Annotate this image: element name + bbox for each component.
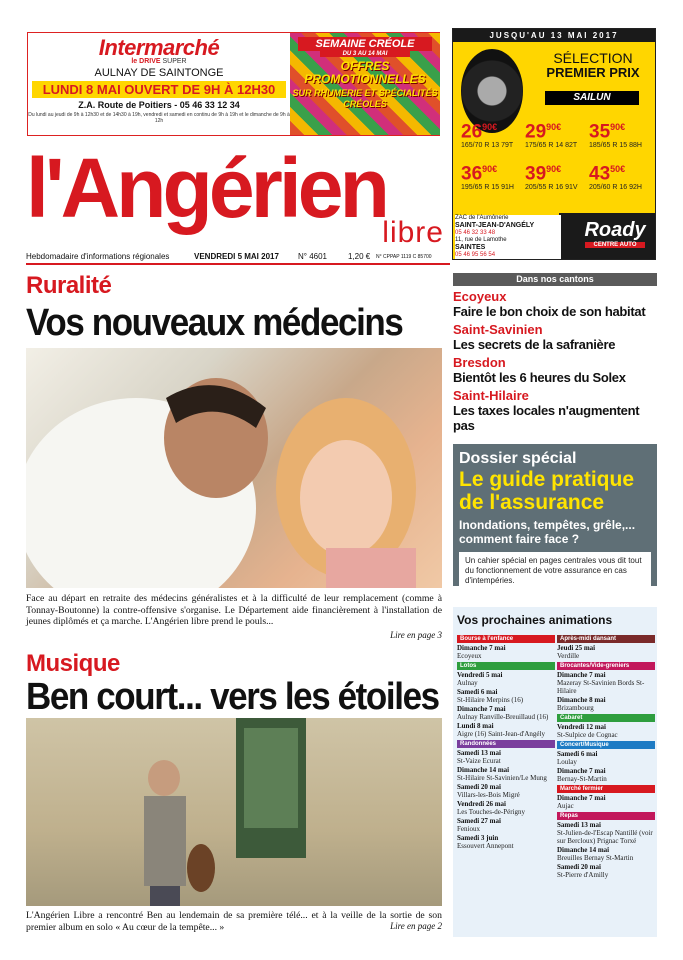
roady-addresses: ZAC de l'Aumônerie SAINT-JEAN-D'ANGÉLY 05 46 32 33 48 11, rue de Lamothe SAINTES 05 46 95 56 54 <box>455 215 561 259</box>
promo-offers: OFFRES PROMOTIONNELLES <box>304 59 426 86</box>
animation-event: Vendredi 26 mai Les Touches-de-Périgny <box>457 800 526 816</box>
animation-event: Samedi 3 juin Essouvert Annepont <box>457 834 514 850</box>
store-hours: Du lundi au jeudi de 9h à 12h30 et de 14h30 à 19h, vendredi et samedi en continu de 9h à 19h et le dimanche de 9h à 12h <box>28 112 290 124</box>
tyre-price: $29^{90€}$ 175/65 R 14 82T <box>525 121 578 150</box>
intermarche-ad[interactable] <box>27 32 440 136</box>
animation-event: Dimanche 14 mai Breuilles Bernay St-Martin <box>557 846 634 862</box>
roady-logo: Roady CENTRE AUTO <box>584 219 646 248</box>
promo-dates: DU 3 AU 14 MAI <box>320 51 410 57</box>
animation-event: Jeudi 25 mai Verdille <box>557 644 596 660</box>
canton-headline[interactable]: Les taxes locales n'augmentent pas <box>453 403 640 433</box>
animation-event: Dimanche 7 mai Mazeray St-Savinien Bords St-Hilaire <box>557 671 645 695</box>
story1-kicker: Ruralité <box>26 272 112 299</box>
drive-label: le DRIVE <box>131 58 161 65</box>
cantons-section <box>453 273 657 433</box>
dossier-special[interactable] <box>453 444 657 586</box>
canton-headline[interactable]: Les secrets de la safranière <box>453 337 616 352</box>
singer-photo-illustration <box>26 718 442 906</box>
animation-event: Dimanche 7 mai Bernay-St-Martin <box>557 767 607 783</box>
canton-place: Saint-Savinien <box>453 322 543 337</box>
sailun-logo: SAILUN <box>545 91 639 105</box>
story2-body: L'Angérien Libre a rencontré Ben au lendemain de sa première télé... et à la veille de la sortie de son premier album en solo « Au cœur de la tempête... » <box>26 910 442 933</box>
animation-event: Dimanche 8 mai Brizambourg <box>557 696 606 712</box>
animation-event: Dimanche 14 mai St-Hilaire St-Savinien/Le Mung <box>457 766 547 782</box>
tyre-price: $35^{90€}$ 185/65 R 15 88H <box>589 121 642 150</box>
animation-category: Après-midi dansant <box>557 635 655 643</box>
canton-headline[interactable]: Bientôt les 6 heures du Solex <box>453 370 626 385</box>
store-address: Z.A. Route de Poitiers - 05 46 33 12 34 <box>78 100 240 110</box>
canton-headline[interactable]: Faire le bon choix de son habitat <box>453 304 646 319</box>
store-city: AULNAY DE SAINTONGE <box>94 67 224 79</box>
issue-price: 1,20 € <box>348 252 371 261</box>
animation-event: Samedi 13 mai St-Julien-de-l'Escap Nantillé (voir sur Bercloux) Prignac Torxé <box>557 821 653 845</box>
animation-event: Lundi 8 mai Aigre (16) Saint-Jean-d'Angély <box>457 722 545 738</box>
canton-place: Bresdon <box>453 355 506 370</box>
roady-ad[interactable] <box>452 28 656 260</box>
dossier-title: Le guide pratique de l'assurance <box>459 468 635 514</box>
animation-category: Concert/Musique <box>557 741 655 749</box>
animation-event: Samedi 20 mai Villars-les-Bois Migré <box>457 783 520 799</box>
canton-place: Saint-Hilaire <box>453 388 529 403</box>
animation-event: Dimanche 7 mai Aulnay Ranville-Breuillaud (16) <box>457 705 549 721</box>
issue-number: N° 4601 <box>298 252 327 261</box>
animation-event: Samedi 20 mai St-Pierre d'Amilly <box>557 863 609 879</box>
dossier-note: Un cahier spécial en pages centrales vous dit tout du fonctionnement de votre assurance en cas d'intempéries. <box>459 552 651 590</box>
animation-category: Randonnées <box>457 740 555 748</box>
tyre-price: $26^{90€}$ 165/70 R 13 79T <box>461 121 514 150</box>
story2-kicker: Musique <box>26 650 120 677</box>
canton-list <box>453 290 657 433</box>
cantons-header: Dans nos cantons <box>453 273 657 286</box>
story1-readmore[interactable]: Lire en page 3 <box>390 630 442 640</box>
tyre-price: $39^{90€}$ 205/55 R 16 91V <box>525 163 578 192</box>
story2-headline[interactable]: Ben court... vers les étoiles <box>26 676 439 718</box>
animation-event: Vendredi 5 mai Aulnay <box>457 671 503 687</box>
promo-detail: SUR RHUMERIE ET SPÉCIALITÉS CRÉOLES <box>292 88 438 109</box>
animation-event: Dimanche 7 mai Ecoyeux <box>457 644 506 660</box>
tagline: Hebdomadaire d'informations régionales <box>26 252 170 261</box>
animations-left-column <box>457 633 555 850</box>
dossier-label: Dossier spécial <box>459 450 577 467</box>
animation-event: Samedi 13 mai St-Vaize Ecurat <box>457 749 501 765</box>
promo-title: SEMAINE CRÉOLE <box>298 37 432 51</box>
super-label: SUPER <box>162 58 187 65</box>
animations-section <box>453 607 657 937</box>
issue-info <box>26 251 450 265</box>
tyre-price: $36^{90€}$ 195/65 R 15 91H <box>461 163 514 192</box>
animation-category: Marché fermier <box>557 785 655 793</box>
animations-right-column <box>557 633 655 879</box>
animation-category: Cabaret <box>557 714 655 722</box>
creole-promo <box>290 33 440 135</box>
newspaper-subtitle: libre <box>382 216 444 249</box>
animation-category: Lotos <box>457 662 555 670</box>
story2-readmore[interactable]: Lire en page 2 <box>390 921 442 931</box>
animation-event: Dimanche 7 mai Aujac <box>557 794 606 810</box>
issue-date: VENDREDI 5 MAI 2017 <box>194 252 279 261</box>
dossier-question: Inondations, tempêtes, grêle,... comment faire face ? <box>459 518 636 546</box>
opening-banner: LUNDI 8 MAI OUVERT DE 9H À 12H30 <box>32 81 286 98</box>
story1-body: Face au départ en retraite des médecins généralistes et à la difficulté de leur remplacement (comme à Tonnay-Boutonne) la contre-offensive s'organise. Le Département aide financièrement à l'installation de jeunes diplômés et ça marche. L'Angérien libre prend le pouls... <box>26 593 442 627</box>
cppap-number: N° CPPAP 1119 C 85700 <box>376 254 432 260</box>
offer-end-date: JUSQU'AU 13 MAI 2017 <box>453 29 655 42</box>
canton-place: Ecoyeux <box>453 289 507 304</box>
animation-event: Samedi 6 mai Loulay <box>557 750 598 766</box>
singer-photo[interactable] <box>26 718 442 906</box>
animation-category: Repas <box>557 812 655 820</box>
tyre-price: $43^{50€}$ 205/60 R 16 92H <box>589 163 642 192</box>
animation-event: Samedi 27 mai Fenioux <box>457 817 501 833</box>
intermarche-info <box>28 33 290 135</box>
selection-label: SÉLECTION PREMIER PRIX <box>546 50 640 80</box>
animation-event: Vendredi 12 mai St-Sulpice de Cognac <box>557 723 618 739</box>
doctor-photo-illustration <box>26 348 442 588</box>
story1-headline[interactable]: Vos nouveaux médecins <box>26 302 403 344</box>
doctor-photo[interactable] <box>26 348 442 588</box>
newspaper-title: l'Angérien <box>26 141 387 235</box>
animation-category: Bourse à l'enfance <box>457 635 555 643</box>
intermarche-logo: Intermarché <box>98 35 220 60</box>
animations-header: Vos prochaines animations <box>457 613 613 627</box>
animation-event: Samedi 6 mai St-Hilaire Merpins (16) <box>457 688 524 704</box>
animation-category: Brocantes/Vide-greniers <box>557 662 655 670</box>
masthead <box>26 141 446 250</box>
